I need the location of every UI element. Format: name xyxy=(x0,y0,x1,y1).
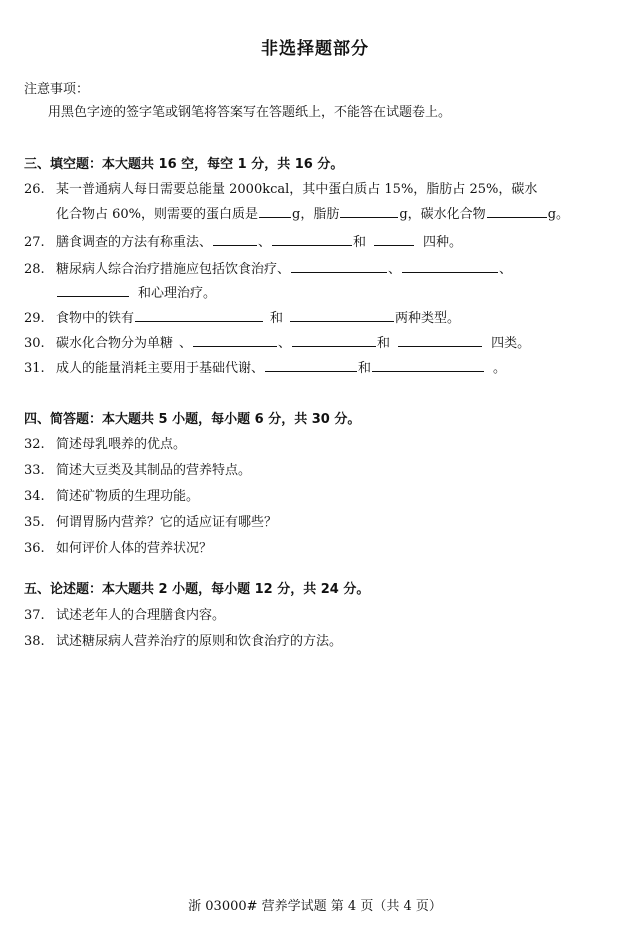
question-31 xyxy=(24,357,506,376)
question-text: 和心理治疗。 xyxy=(138,286,217,301)
question-34 xyxy=(24,485,199,504)
question-29 xyxy=(24,307,460,326)
answer-blank xyxy=(372,360,484,372)
answer-blank xyxy=(398,335,482,347)
question-text: 膳食调查的方法有称重法、 xyxy=(56,235,213,250)
question-38 xyxy=(24,630,342,649)
question-text: g，碳水化合物 xyxy=(399,207,486,222)
question-26-line-2 xyxy=(56,203,569,222)
answer-blank xyxy=(193,335,277,347)
question-text: 碳水化合物分为单糖 xyxy=(56,336,174,351)
section-4-heading: 四、简答题：本大题共 5 小题，每小题 6 分，共 30 分。 xyxy=(24,412,361,427)
notice-text: 用黑色字迹的签字笔或钢笔将答案写在答题纸上，不能答在试题卷上。 xyxy=(48,105,452,120)
question-text: 。 xyxy=(493,361,507,376)
question-36 xyxy=(24,537,212,556)
answer-blank xyxy=(290,310,394,322)
question-text: 四类。 xyxy=(491,336,531,351)
question-35 xyxy=(24,511,277,530)
question-33 xyxy=(24,459,251,478)
question-number: 26. xyxy=(24,182,45,197)
question-number: 33. xyxy=(24,463,45,478)
question-text: 、 xyxy=(388,262,402,277)
question-text: 何谓胃肠内营养？它的适应证有哪些？ xyxy=(56,515,278,530)
answer-blank xyxy=(265,360,357,372)
question-number: 38. xyxy=(24,634,45,649)
page-footer: 浙 03000# 营养学试题 第 4 页（共 4 页） xyxy=(188,899,442,914)
question-30 xyxy=(24,332,530,351)
question-number: 32. xyxy=(24,437,45,452)
question-number: 31. xyxy=(24,361,45,376)
question-32 xyxy=(24,433,186,452)
question-text: 简述矿物质的生理功能。 xyxy=(56,489,200,504)
question-text: 和 xyxy=(377,336,391,351)
question-number: 36. xyxy=(24,541,45,556)
question-text: 试述糖尿病人营养治疗的原则和饮食治疗的方法。 xyxy=(56,634,343,649)
question-text: 两种类型。 xyxy=(395,311,461,326)
question-number: 27. xyxy=(24,235,45,250)
question-text: 简述大豆类及其制品的营养特点。 xyxy=(56,463,252,478)
question-28 xyxy=(24,258,512,277)
answer-blank xyxy=(340,206,398,218)
section-5-heading: 五、论述题：本大题共 2 小题，每小题 12 分，共 24 分。 xyxy=(24,582,370,597)
question-text: 和 xyxy=(353,235,367,250)
question-text: 如何评价人体的营养状况？ xyxy=(56,541,213,556)
page-title: 非选择题部分 xyxy=(261,39,369,59)
question-37 xyxy=(24,604,225,623)
question-text: 化合物占 60%，则需要的蛋白质是 xyxy=(56,207,259,222)
question-text: 简述母乳喂养的优点。 xyxy=(56,437,187,452)
answer-blank xyxy=(402,261,498,273)
answer-blank xyxy=(292,335,376,347)
question-text: 食物中的铁有 xyxy=(56,311,135,326)
question-26 xyxy=(24,178,537,197)
question-text: 糖尿病人综合治疗措施应包括饮食治疗、 xyxy=(56,262,291,277)
question-text: 、 xyxy=(278,336,292,351)
question-text: 、 xyxy=(179,336,193,351)
question-number: 37. xyxy=(24,608,45,623)
question-number: 30. xyxy=(24,336,45,351)
question-text: 和 xyxy=(270,311,284,326)
answer-blank xyxy=(487,206,547,218)
question-number: 28. xyxy=(24,262,45,277)
notice-heading: 注意事项： xyxy=(24,82,90,97)
question-text: 和 xyxy=(358,361,372,376)
question-number: 34. xyxy=(24,489,45,504)
question-text: 、 xyxy=(499,262,513,277)
answer-blank xyxy=(291,261,387,273)
answer-blank xyxy=(272,234,352,246)
section-3-heading: 三、填空题：本大题共 16 空，每空 1 分，共 16 分。 xyxy=(24,157,344,172)
answer-blank xyxy=(374,234,414,246)
question-text: g。 xyxy=(547,207,570,222)
question-text: 、 xyxy=(258,235,272,250)
question-text: 四种。 xyxy=(423,235,463,250)
question-text: 某一普通病人每日需要总能量 2000kcal，其中蛋白质占 15%，脂肪占 25%，碳水 xyxy=(56,182,538,197)
question-number: 35. xyxy=(24,515,45,530)
question-28-line-2 xyxy=(56,282,216,301)
answer-blank xyxy=(213,234,257,246)
answer-blank xyxy=(135,310,263,322)
question-text: 试述老年人的合理膳食内容。 xyxy=(56,608,226,623)
question-text: 成人的能量消耗主要用于基础代谢、 xyxy=(56,361,265,376)
question-text: g，脂肪 xyxy=(292,207,340,222)
answer-blank xyxy=(57,285,129,297)
answer-blank xyxy=(259,206,291,218)
question-27 xyxy=(24,231,462,250)
question-number: 29. xyxy=(24,311,45,326)
